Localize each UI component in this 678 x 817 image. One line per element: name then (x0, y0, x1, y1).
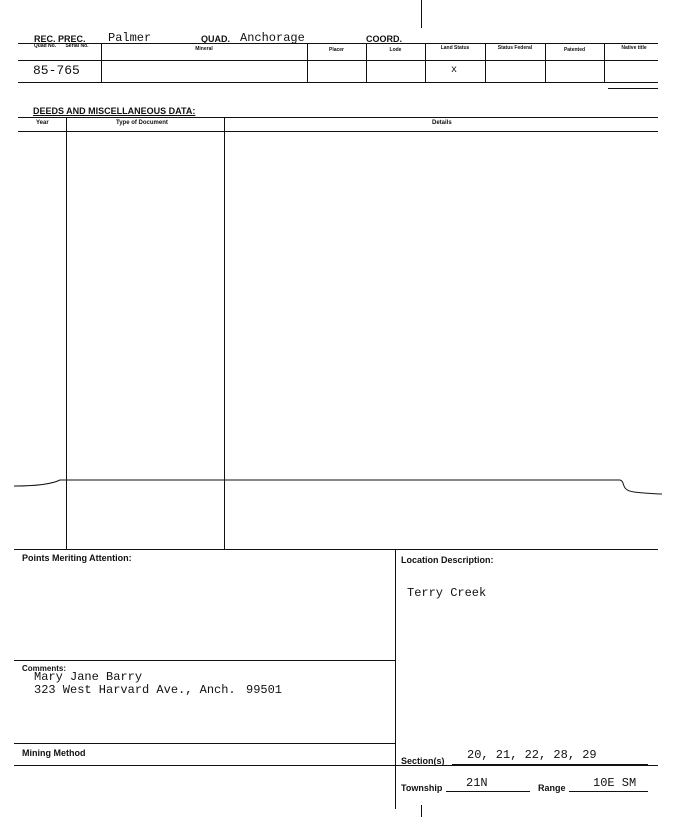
township-value: 21N (466, 776, 488, 790)
rec-prec-value: Palmer (108, 31, 152, 45)
points-label: Points Meriting Attention: (22, 553, 132, 563)
col-mineral: Mineral (195, 46, 213, 52)
sections-label: Section(s) (401, 756, 445, 766)
bottom-tick-mark (421, 805, 422, 817)
range-label: Range (538, 783, 566, 793)
township-label: Township (401, 783, 443, 793)
quad-no-value: 85-765 (33, 63, 80, 78)
stray-mark (608, 88, 658, 89)
comments-address: 323 West Harvard Ave., Anch. (34, 683, 236, 697)
coord-label: COORD. (366, 34, 402, 44)
location-label: Location Description: (401, 555, 494, 565)
location-value: Terry Creek (407, 586, 487, 600)
mining-rule (14, 743, 395, 744)
comments-label: Comments: (22, 664, 67, 673)
lower-divider (395, 549, 396, 809)
col-lode: Lode (389, 47, 402, 53)
col-details: Details (432, 120, 452, 126)
land-status-mark: x (451, 65, 458, 76)
top-tick-mark (421, 0, 422, 28)
range-value: 10E SM (593, 776, 637, 790)
sections-underline (452, 764, 648, 765)
col-quad-no: Quad No. (33, 43, 57, 49)
col-native-title: Native title (621, 45, 647, 51)
col-serial-no: Serial No. (65, 43, 89, 49)
comments-line-1: Mary Jane Barry (34, 670, 143, 684)
col-type-of-document: Type of Document (116, 120, 168, 126)
col-land-status: Land Status (440, 45, 470, 51)
deeds-heading: DEEDS AND MISCELLANEOUS DATA: (33, 106, 196, 116)
rec-prec-label: REC. PREC. (34, 34, 86, 44)
fold-line (14, 470, 662, 500)
quad-label: QUAD. (201, 34, 230, 44)
col-status-federal: Status Federal (497, 45, 533, 51)
comments-zip: 99501 (246, 683, 283, 697)
quad-value: Anchorage (240, 31, 305, 45)
col-year: Year (36, 120, 49, 126)
sections-value: 20, 21, 22, 28, 29 (467, 748, 597, 762)
col-patented: Patented (563, 47, 586, 53)
township-underline (446, 791, 530, 792)
mining-bottom-rule (14, 765, 658, 766)
col-placer: Placer (328, 47, 344, 53)
mining-label: Mining Method (22, 748, 86, 758)
comments-rule (14, 660, 395, 661)
range-underline (569, 791, 648, 792)
